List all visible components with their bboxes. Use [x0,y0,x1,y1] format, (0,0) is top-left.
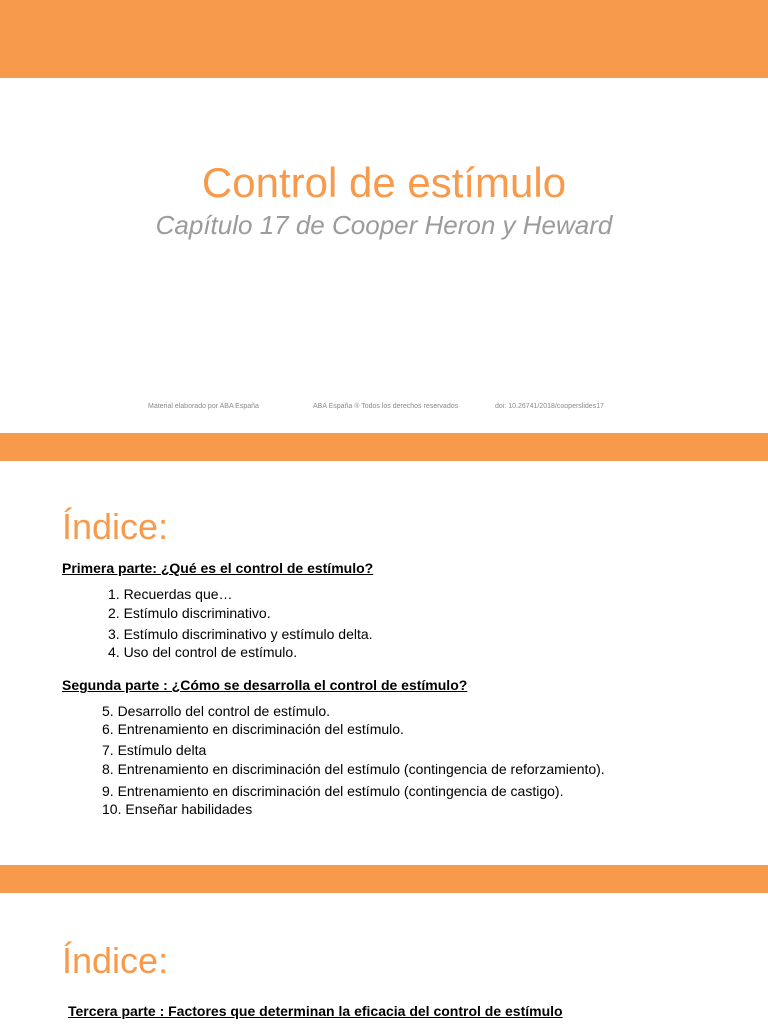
presentation-subtitle: Capítulo 17 de Cooper Heron y Heward [155,210,613,240]
slide-divider-band [0,865,768,893]
list-item: 3. Estímulo discriminativo y estímulo delta. [108,626,373,642]
footer-copyright: ABA España ® Todos los derechos reservados [313,403,459,410]
index-title: Índice: [62,940,169,981]
slide-index-2 [0,893,768,1024]
list-item: 8. Entrenamiento en discriminación del estímulo (contingencia de reforzamiento). [102,761,605,777]
list-item: 9. Entrenamiento en discriminación del estímulo (contingencia de castigo). [102,783,564,799]
list-item: 5. Desarrollo del control de estímulo. [102,703,330,719]
part3-heading: Tercera parte : Factores que determinan la eficacia del control de estímulo [68,1003,563,1019]
list-item: 4. Uso del control de estímulo. [108,644,298,660]
footer-doi: doi: 10.26741/2018/cooperslides17 [495,403,604,410]
slide-footer [0,403,768,415]
slide-index-1 [0,461,768,865]
list-item: 6. Entrenamiento en discriminación del estímulo. [102,721,404,737]
slide-title [0,78,768,433]
part1-heading: Primera parte: ¿Qué es el control de estímulo? [62,560,374,576]
list-item: 7. Estímulo delta [102,742,207,758]
list-item: 10. Enseñar habilidades [102,801,253,817]
footer-author: Material elaborado por ABA España [148,403,259,410]
presentation-title: Control de estímulo [201,159,567,206]
list-item: 1. Recuerdas que… [108,586,233,602]
index-title: Índice: [62,506,169,547]
slide-divider-band [0,433,768,461]
list-item: 2. Estímulo discriminativo. [108,605,271,621]
part2-heading: Segunda parte : ¿Cómo se desarrolla el control de estímulo? [62,677,468,693]
top-orange-band [0,0,768,78]
